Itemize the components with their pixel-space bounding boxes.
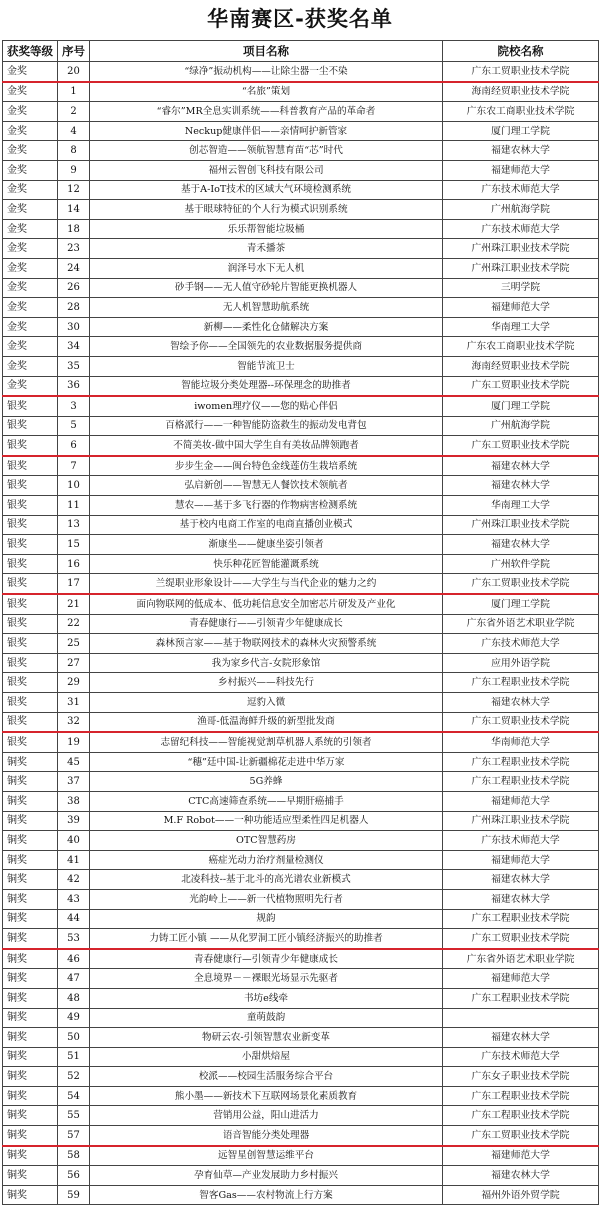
table-row xyxy=(3,317,599,337)
award-level-cell: 铜奖 xyxy=(3,1146,58,1166)
project-name-cell: 规韵 xyxy=(90,909,443,929)
award-level-cell: 金奖 xyxy=(3,219,58,239)
school-name-cell: 广东技术师范大学 xyxy=(443,219,599,239)
number-cell: 57 xyxy=(58,1126,90,1146)
number-cell: 23 xyxy=(58,239,90,259)
award-level-cell: 金奖 xyxy=(3,258,58,278)
table-body xyxy=(3,62,599,1205)
award-level-cell: 银奖 xyxy=(3,456,58,476)
number-cell: 39 xyxy=(58,811,90,831)
award-level-cell: 铜奖 xyxy=(3,1047,58,1067)
project-name-cell: 小甜烘焙屋 xyxy=(90,1047,443,1067)
number-cell: 40 xyxy=(58,831,90,851)
school-name-cell: 广东省外语艺术职业学院 xyxy=(443,614,599,634)
award-level-cell: 银奖 xyxy=(3,396,58,416)
school-name-cell: 广东工程职业技术学院 xyxy=(443,673,599,693)
school-name-cell: 福建师范大学 xyxy=(443,160,599,180)
table-row xyxy=(3,653,599,673)
award-level-cell: 铜奖 xyxy=(3,1106,58,1126)
project-name-cell: 渐康坐——健康坐姿引领者 xyxy=(90,535,443,555)
table-row xyxy=(3,752,599,772)
number-cell: 56 xyxy=(58,1166,90,1186)
award-level-cell: 铜奖 xyxy=(3,909,58,929)
award-level-cell: 银奖 xyxy=(3,554,58,574)
award-level-cell: 铜奖 xyxy=(3,870,58,890)
award-level-cell: 银奖 xyxy=(3,476,58,496)
number-cell: 22 xyxy=(58,614,90,634)
number-cell: 36 xyxy=(58,376,90,396)
number-cell: 18 xyxy=(58,219,90,239)
table-row xyxy=(3,219,599,239)
school-name-cell: 福建农林大学 xyxy=(443,476,599,496)
school-name-cell: 广州航海学院 xyxy=(443,200,599,220)
project-name-cell: 基于眼球特征的个人行为模式识别系统 xyxy=(90,200,443,220)
school-name-cell: 应用外语学院 xyxy=(443,653,599,673)
number-cell: 45 xyxy=(58,752,90,772)
table-row xyxy=(3,673,599,693)
number-cell: 53 xyxy=(58,929,90,949)
award-level-cell: 铜奖 xyxy=(3,1166,58,1186)
table-row xyxy=(3,337,599,357)
award-level-cell: 银奖 xyxy=(3,732,58,752)
school-name-cell: 广东工贸职业技术学院 xyxy=(443,929,599,949)
award-level-cell: 银奖 xyxy=(3,673,58,693)
number-cell: 46 xyxy=(58,949,90,969)
number-cell: 13 xyxy=(58,515,90,535)
school-name-cell: 福建师范大学 xyxy=(443,791,599,811)
award-level-cell: 铜奖 xyxy=(3,850,58,870)
number-cell: 48 xyxy=(58,988,90,1008)
number-cell: 16 xyxy=(58,554,90,574)
project-name-cell: 癌症光动力治疗剂量检测仪 xyxy=(90,850,443,870)
table-row xyxy=(3,121,599,141)
table-row xyxy=(3,456,599,476)
table-row xyxy=(3,396,599,416)
award-level-cell: 银奖 xyxy=(3,416,58,436)
table-row xyxy=(3,870,599,890)
school-name-cell: 华南理工大学 xyxy=(443,317,599,337)
school-name-cell: 福建农林大学 xyxy=(443,535,599,555)
project-name-cell: 5G养蜂 xyxy=(90,772,443,792)
number-cell: 21 xyxy=(58,594,90,614)
page-title: 华南赛区-获奖名单 xyxy=(207,7,393,31)
school-name-cell: 福建师范大学 xyxy=(443,850,599,870)
school-name-cell: 福建农林大学 xyxy=(443,870,599,890)
award-level-cell: 金奖 xyxy=(3,102,58,122)
school-name-cell: 广东工贸职业技术学院 xyxy=(443,436,599,456)
project-name-cell: Neckup健康伴侣——亲情呵护新管家 xyxy=(90,121,443,141)
award-level-cell: 银奖 xyxy=(3,535,58,555)
award-level-cell: 金奖 xyxy=(3,337,58,357)
number-cell: 15 xyxy=(58,535,90,555)
school-name-cell: 厦门理工学院 xyxy=(443,594,599,614)
award-level-cell: 铜奖 xyxy=(3,1185,58,1205)
school-name-cell: 广州软件学院 xyxy=(443,554,599,574)
table-row xyxy=(3,535,599,555)
table-row xyxy=(3,574,599,594)
project-name-cell: 慧农——基于多飞行器的作物病害检测系统 xyxy=(90,496,443,516)
award-level-cell: 金奖 xyxy=(3,160,58,180)
project-name-cell: 智能节流卫士 xyxy=(90,356,443,376)
project-name-cell: 力铸工匠小镇 ——从化罗洞工匠小镇经济振兴的助推者 xyxy=(90,929,443,949)
table-row xyxy=(3,850,599,870)
table-row xyxy=(3,200,599,220)
project-name-cell: “绿净”振动机构——让除尘器一尘不染 xyxy=(90,62,443,82)
award-level-cell: 铜奖 xyxy=(3,949,58,969)
award-level-cell: 铜奖 xyxy=(3,772,58,792)
table-row xyxy=(3,258,599,278)
project-name-cell: 全息境界－－裸眼光场显示先驱者 xyxy=(90,969,443,989)
number-cell: 10 xyxy=(58,476,90,496)
project-name-cell: 润泽号水下无人机 xyxy=(90,258,443,278)
school-name-cell: 福建农林大学 xyxy=(443,1166,599,1186)
table-row xyxy=(3,1067,599,1087)
table-row xyxy=(3,969,599,989)
project-name-cell: 不简美妆-做中国大学生自有美妆品牌领跑者 xyxy=(90,436,443,456)
school-name-cell: 厦门理工学院 xyxy=(443,121,599,141)
project-name-cell: OTC智慧药房 xyxy=(90,831,443,851)
table-header-row xyxy=(3,41,599,62)
number-cell: 59 xyxy=(58,1185,90,1205)
table-row xyxy=(3,772,599,792)
award-level-cell: 银奖 xyxy=(3,614,58,634)
table-row xyxy=(3,1146,599,1166)
number-cell: 8 xyxy=(58,141,90,161)
table-row xyxy=(3,278,599,298)
project-name-cell: 快乐种花匠智能灌溉系统 xyxy=(90,554,443,574)
number-cell: 6 xyxy=(58,436,90,456)
award-level-cell: 铜奖 xyxy=(3,752,58,772)
project-name-cell: 福州云智创飞科技有限公司 xyxy=(90,160,443,180)
award-level-cell: 金奖 xyxy=(3,356,58,376)
table-row xyxy=(3,949,599,969)
number-cell: 11 xyxy=(58,496,90,516)
project-name-cell: 智绘予你——全国领先的农业数据服务提供商 xyxy=(90,337,443,357)
project-name-cell: 弘启新创——智慧无人餐饮技术领航者 xyxy=(90,476,443,496)
award-level-cell: 铜奖 xyxy=(3,1008,58,1028)
school-name-cell: 广东工贸职业技术学院 xyxy=(443,62,599,82)
number-cell: 12 xyxy=(58,180,90,200)
number-cell: 41 xyxy=(58,850,90,870)
table-row xyxy=(3,298,599,318)
project-name-cell: CTC高速筛查系统——早期肝癌捕手 xyxy=(90,791,443,811)
header-project-name: 项目名称 xyxy=(90,41,443,62)
number-cell: 43 xyxy=(58,889,90,909)
table-row xyxy=(3,554,599,574)
award-level-cell: 银奖 xyxy=(3,712,58,732)
award-level-cell: 银奖 xyxy=(3,436,58,456)
table-row xyxy=(3,1028,599,1048)
number-cell: 5 xyxy=(58,416,90,436)
school-name-cell: 海南经贸职业技术学院 xyxy=(443,82,599,102)
number-cell: 44 xyxy=(58,909,90,929)
school-name-cell: 福建师范大学 xyxy=(443,298,599,318)
award-level-cell: 金奖 xyxy=(3,82,58,102)
table-row xyxy=(3,693,599,713)
number-cell: 52 xyxy=(58,1067,90,1087)
table-row xyxy=(3,634,599,654)
table-row xyxy=(3,160,599,180)
project-name-cell: 书坊e线牵 xyxy=(90,988,443,1008)
school-name-cell: 广东工程职业技术学院 xyxy=(443,1106,599,1126)
table-row xyxy=(3,614,599,634)
project-name-cell: 无人机智慧助航系统 xyxy=(90,298,443,318)
school-name-cell: 福建农林大学 xyxy=(443,889,599,909)
table-row xyxy=(3,476,599,496)
number-cell: 37 xyxy=(58,772,90,792)
project-name-cell: 面向物联网的低成本、低功耗信息安全加密芯片研发及产业化 xyxy=(90,594,443,614)
school-name-cell: 三明学院 xyxy=(443,278,599,298)
award-level-cell: 银奖 xyxy=(3,515,58,535)
project-name-cell: 远智星创智慧运维平台 xyxy=(90,1146,443,1166)
number-cell: 26 xyxy=(58,278,90,298)
table-row xyxy=(3,712,599,732)
school-name-cell: 广东工程职业技术学院 xyxy=(443,752,599,772)
table-row xyxy=(3,356,599,376)
number-cell: 2 xyxy=(58,102,90,122)
number-cell: 38 xyxy=(58,791,90,811)
number-cell: 20 xyxy=(58,62,90,82)
award-level-cell: 银奖 xyxy=(3,594,58,614)
school-name-cell: 广东农工商职业技术学院 xyxy=(443,337,599,357)
project-name-cell: 智能垃圾分类处理器--环保理念的助推者 xyxy=(90,376,443,396)
school-name-cell: 广东工程职业技术学院 xyxy=(443,988,599,1008)
project-name-cell: 北凌科技--基于北斗的高光谱农业新模式 xyxy=(90,870,443,890)
school-name-cell: 广东工贸职业技术学院 xyxy=(443,1126,599,1146)
project-name-cell: 逗豹入微 xyxy=(90,693,443,713)
table-row xyxy=(3,1086,599,1106)
school-name-cell: 广东技术师范大学 xyxy=(443,634,599,654)
school-name-cell xyxy=(443,1008,599,1028)
project-name-cell: 基于校内电商工作室的电商直播创业模式 xyxy=(90,515,443,535)
table-row xyxy=(3,831,599,851)
number-cell: 7 xyxy=(58,456,90,476)
award-level-cell: 铜奖 xyxy=(3,988,58,1008)
project-name-cell: 兰缇职业形象设计——大学生与当代企业的魅力之约 xyxy=(90,574,443,594)
project-name-cell: 青春健康行——引领青少年健康成长 xyxy=(90,614,443,634)
award-level-cell: 金奖 xyxy=(3,180,58,200)
table-row xyxy=(3,515,599,535)
project-name-cell: 砂手钢——无人值守砂轮片智能更换机器人 xyxy=(90,278,443,298)
school-name-cell: 福建师范大学 xyxy=(443,1146,599,1166)
number-cell: 25 xyxy=(58,634,90,654)
table-row xyxy=(3,82,599,102)
project-name-cell: 我为家乡代言-女院形象馆 xyxy=(90,653,443,673)
table-row xyxy=(3,141,599,161)
school-name-cell: 广东女子职业技术学院 xyxy=(443,1067,599,1087)
table-row xyxy=(3,909,599,929)
school-name-cell: 广东工程职业技术学院 xyxy=(443,772,599,792)
project-name-cell: 熊小墨——新技术下互联网场景化素质教育 xyxy=(90,1086,443,1106)
award-level-cell: 银奖 xyxy=(3,574,58,594)
award-level-cell: 金奖 xyxy=(3,278,58,298)
number-cell: 28 xyxy=(58,298,90,318)
award-level-cell: 金奖 xyxy=(3,376,58,396)
award-level-cell: 铜奖 xyxy=(3,811,58,831)
school-name-cell: 福建农林大学 xyxy=(443,456,599,476)
school-name-cell: 广东技术师范大学 xyxy=(443,180,599,200)
school-name-cell: 华南师范大学 xyxy=(443,732,599,752)
school-name-cell: 广东工贸职业技术学院 xyxy=(443,376,599,396)
table-row xyxy=(3,1126,599,1146)
header-award-level: 获奖等级 xyxy=(3,41,58,62)
table-row xyxy=(3,102,599,122)
award-level-cell: 金奖 xyxy=(3,121,58,141)
award-level-cell: 铜奖 xyxy=(3,1067,58,1087)
award-level-cell: 铜奖 xyxy=(3,929,58,949)
award-level-cell: 金奖 xyxy=(3,239,58,259)
number-cell: 47 xyxy=(58,969,90,989)
table-row xyxy=(3,594,599,614)
award-level-cell: 银奖 xyxy=(3,653,58,673)
award-level-cell: 铜奖 xyxy=(3,1086,58,1106)
award-level-cell: 金奖 xyxy=(3,298,58,318)
number-cell: 14 xyxy=(58,200,90,220)
school-name-cell: 福建农林大学 xyxy=(443,693,599,713)
table-row xyxy=(3,1008,599,1028)
number-cell: 3 xyxy=(58,396,90,416)
table-row xyxy=(3,1166,599,1186)
project-name-cell: 青春健康行—引领青少年健康成长 xyxy=(90,949,443,969)
project-name-cell: 新柳——柔性化仓储解决方案 xyxy=(90,317,443,337)
number-cell: 58 xyxy=(58,1146,90,1166)
table-row xyxy=(3,929,599,949)
number-cell: 50 xyxy=(58,1028,90,1048)
table-row xyxy=(3,416,599,436)
project-name-cell: 百格派行——一种智能防盗救生的振动发电背包 xyxy=(90,416,443,436)
school-name-cell: 广州珠江职业技术学院 xyxy=(443,515,599,535)
header-number: 序号 xyxy=(58,41,90,62)
school-name-cell: 广州珠江职业技术学院 xyxy=(443,811,599,831)
project-name-cell: 语音智能分类处理器 xyxy=(90,1126,443,1146)
table-row xyxy=(3,496,599,516)
number-cell: 29 xyxy=(58,673,90,693)
table-row xyxy=(3,180,599,200)
award-level-cell: 银奖 xyxy=(3,496,58,516)
table-row xyxy=(3,811,599,831)
project-name-cell: 童萌鼓韵 xyxy=(90,1008,443,1028)
number-cell: 9 xyxy=(58,160,90,180)
project-name-cell: 青禾播茶 xyxy=(90,239,443,259)
school-name-cell: 海南经贸职业技术学院 xyxy=(443,356,599,376)
award-level-cell: 金奖 xyxy=(3,62,58,82)
number-cell: 24 xyxy=(58,258,90,278)
project-name-cell: 光韵岭上——新一代植物照明先行者 xyxy=(90,889,443,909)
table-row xyxy=(3,732,599,752)
number-cell: 4 xyxy=(58,121,90,141)
project-name-cell: 乡村振兴——科技先行 xyxy=(90,673,443,693)
number-cell: 35 xyxy=(58,356,90,376)
school-name-cell: 广东省外语艺术职业学院 xyxy=(443,949,599,969)
project-name-cell: 物研云农-引领智慧农业新变革 xyxy=(90,1028,443,1048)
table-row xyxy=(3,791,599,811)
award-level-cell: 金奖 xyxy=(3,317,58,337)
award-level-cell: 铜奖 xyxy=(3,831,58,851)
number-cell: 54 xyxy=(58,1086,90,1106)
project-name-cell: M.F Robot——一种功能适应型柔性四足机器人 xyxy=(90,811,443,831)
award-level-cell: 金奖 xyxy=(3,141,58,161)
project-name-cell: 营销用公益，阳山进活力 xyxy=(90,1106,443,1126)
award-level-cell: 铜奖 xyxy=(3,791,58,811)
school-name-cell: 广东农工商职业技术学院 xyxy=(443,102,599,122)
table-row xyxy=(3,889,599,909)
project-name-cell: 乐乐帮智能垃圾桶 xyxy=(90,219,443,239)
school-name-cell: 福州外语外贸学院 xyxy=(443,1185,599,1205)
number-cell: 51 xyxy=(58,1047,90,1067)
project-name-cell: iwomen理疗仪——您的贴心伴侣 xyxy=(90,396,443,416)
project-name-cell: “睿尔”MR全息实训系统——科普教育产品的革命者 xyxy=(90,102,443,122)
table-row xyxy=(3,988,599,1008)
school-name-cell: 广州珠江职业技术学院 xyxy=(443,258,599,278)
award-level-cell: 铜奖 xyxy=(3,969,58,989)
table-row xyxy=(3,436,599,456)
award-level-cell: 银奖 xyxy=(3,634,58,654)
number-cell: 55 xyxy=(58,1106,90,1126)
school-name-cell: 福建农林大学 xyxy=(443,1028,599,1048)
award-level-cell: 金奖 xyxy=(3,200,58,220)
table-row xyxy=(3,239,599,259)
number-cell: 31 xyxy=(58,693,90,713)
number-cell: 27 xyxy=(58,653,90,673)
project-name-cell: 智客Gas——农村物流上行方案 xyxy=(90,1185,443,1205)
award-level-cell: 铜奖 xyxy=(3,889,58,909)
school-name-cell: 广东工贸职业技术学院 xyxy=(443,574,599,594)
school-name-cell: 广东工程职业技术学院 xyxy=(443,909,599,929)
school-name-cell: 广东工程职业技术学院 xyxy=(443,1086,599,1106)
number-cell: 19 xyxy=(58,732,90,752)
table-row xyxy=(3,1047,599,1067)
project-name-cell: 基于A-IoT技术的区域大气环境检测系统 xyxy=(90,180,443,200)
project-name-cell: 校派——校园生活服务综合平台 xyxy=(90,1067,443,1087)
number-cell: 34 xyxy=(58,337,90,357)
award-level-cell: 铜奖 xyxy=(3,1126,58,1146)
school-name-cell: 厦门理工学院 xyxy=(443,396,599,416)
number-cell: 30 xyxy=(58,317,90,337)
number-cell: 49 xyxy=(58,1008,90,1028)
number-cell: 17 xyxy=(58,574,90,594)
table-row xyxy=(3,1185,599,1205)
table-row xyxy=(3,62,599,82)
school-name-cell: 广东工贸职业技术学院 xyxy=(443,712,599,732)
number-cell: 1 xyxy=(58,82,90,102)
project-name-cell: 创芯智造——领航智慧育苗“芯”时代 xyxy=(90,141,443,161)
school-name-cell: 福建农林大学 xyxy=(443,141,599,161)
project-name-cell: “穗”廷中国-让新疆棉花走进中华万家 xyxy=(90,752,443,772)
project-name-cell: 森林预言家——基于物联网技术的森林火灾预警系统 xyxy=(90,634,443,654)
table-row xyxy=(3,376,599,396)
school-name-cell: 福建师范大学 xyxy=(443,969,599,989)
awards-table xyxy=(2,40,599,1205)
school-name-cell: 广州航海学院 xyxy=(443,416,599,436)
header-school-name: 院校名称 xyxy=(443,41,599,62)
project-name-cell: 步步生金——闽台特色金线莲仿生栽培系统 xyxy=(90,456,443,476)
project-name-cell: 渔哥-低温海鲜升级的新型批发商 xyxy=(90,712,443,732)
project-name-cell: 志留纪科技——智能视觉割草机器人系统的引领者 xyxy=(90,732,443,752)
award-level-cell: 铜奖 xyxy=(3,1028,58,1048)
school-name-cell: 华南理工大学 xyxy=(443,496,599,516)
number-cell: 42 xyxy=(58,870,90,890)
school-name-cell: 广州珠江职业技术学院 xyxy=(443,239,599,259)
school-name-cell: 广东技术师范大学 xyxy=(443,1047,599,1067)
award-level-cell: 银奖 xyxy=(3,693,58,713)
project-name-cell: “名旅”策划 xyxy=(90,82,443,102)
school-name-cell: 广东技术师范大学 xyxy=(443,831,599,851)
number-cell: 32 xyxy=(58,712,90,732)
project-name-cell: 孕育仙草—产业发展助力乡村振兴 xyxy=(90,1166,443,1186)
